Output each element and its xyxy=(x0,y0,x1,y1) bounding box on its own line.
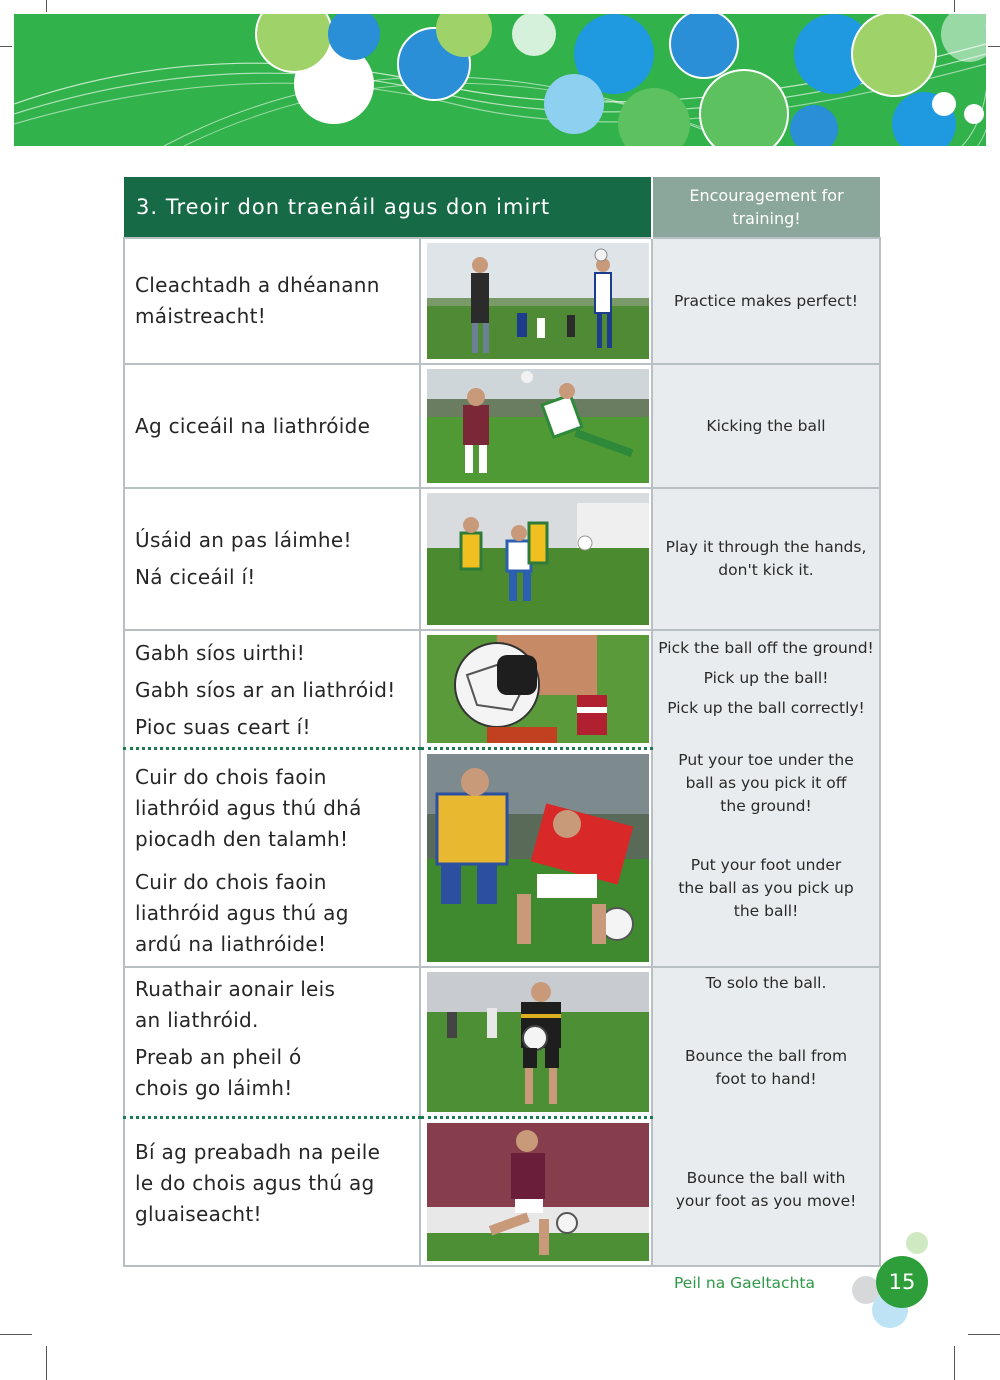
english-translation: Practice makes perfect! xyxy=(652,238,880,364)
english-translation: Kicking the ball xyxy=(652,364,880,488)
photo-cell xyxy=(420,630,652,749)
decorative-banner xyxy=(14,14,986,146)
photo-solo xyxy=(427,972,649,1112)
photo-pick-up xyxy=(427,635,649,743)
irish-phrase: Gabh síos uirthi! Gabh síos ar an liathróid! Pioc suas ceart í! xyxy=(124,630,420,749)
photo-cell xyxy=(420,364,652,488)
decorative-dot xyxy=(906,1232,928,1254)
photo-coach-catch xyxy=(427,243,649,359)
photo-hand-pass xyxy=(427,493,649,625)
table-header-row xyxy=(124,177,880,238)
table-row xyxy=(124,238,880,364)
publication-name: Peil na Gaeltachta xyxy=(674,1274,815,1292)
english-translation: To solo the ball. Bounce the ball from foot to hand! Bounce the ball with your foot as you move! xyxy=(652,967,880,1266)
photo-toe-tap xyxy=(427,1123,649,1261)
photo-kicking xyxy=(427,369,649,483)
english-translation: Play it through the hands, don't kick it. xyxy=(652,488,880,630)
irish-phrase: Úsáid an pas láimhe! Ná ciceáil í! xyxy=(124,488,420,630)
banner-graphic xyxy=(14,14,986,146)
photo-foot-under-ball xyxy=(427,754,649,962)
photo-cell xyxy=(420,238,652,364)
english-translation: Pick the ball off the ground! Pick up the ball! Pick up the ball correctly! Put your toe under the ball as you pick it off the ground! Put your foot under the ball as you pick up the ball! xyxy=(652,630,880,967)
photo-cell xyxy=(420,1118,652,1267)
photo-cell xyxy=(420,967,652,1118)
photo-cell xyxy=(420,749,652,968)
page-number: 15 xyxy=(876,1256,928,1308)
encouragement-heading: Encouragement for training! xyxy=(652,177,880,238)
irish-phrase: Bí ag preabadh na peile le do chois agus thú ag gluaiseacht! xyxy=(124,1118,420,1267)
table-row xyxy=(124,630,880,749)
training-guide-table xyxy=(123,177,881,1267)
irish-phrase: Ruathair aonair leis an liathróid. Preab an pheil ó chois go láimh! xyxy=(124,967,420,1118)
irish-phrase: Ag ciceáil na liathróide xyxy=(124,364,420,488)
table-row xyxy=(124,488,880,630)
irish-phrase: Cuir do chois faoin liathróid agus thú dhá piocadh den talamh! Cuir do chois faoin liathróid agus thú ag ardú na liathróide! xyxy=(124,749,420,968)
photo-cell xyxy=(420,488,652,630)
table-title: 3. Treoir don traenáil agus don imirt xyxy=(124,177,652,238)
table-row xyxy=(124,967,880,1118)
table-row xyxy=(124,364,880,488)
irish-phrase: Cleachtadh a dhéanann máistreacht! xyxy=(124,238,420,364)
